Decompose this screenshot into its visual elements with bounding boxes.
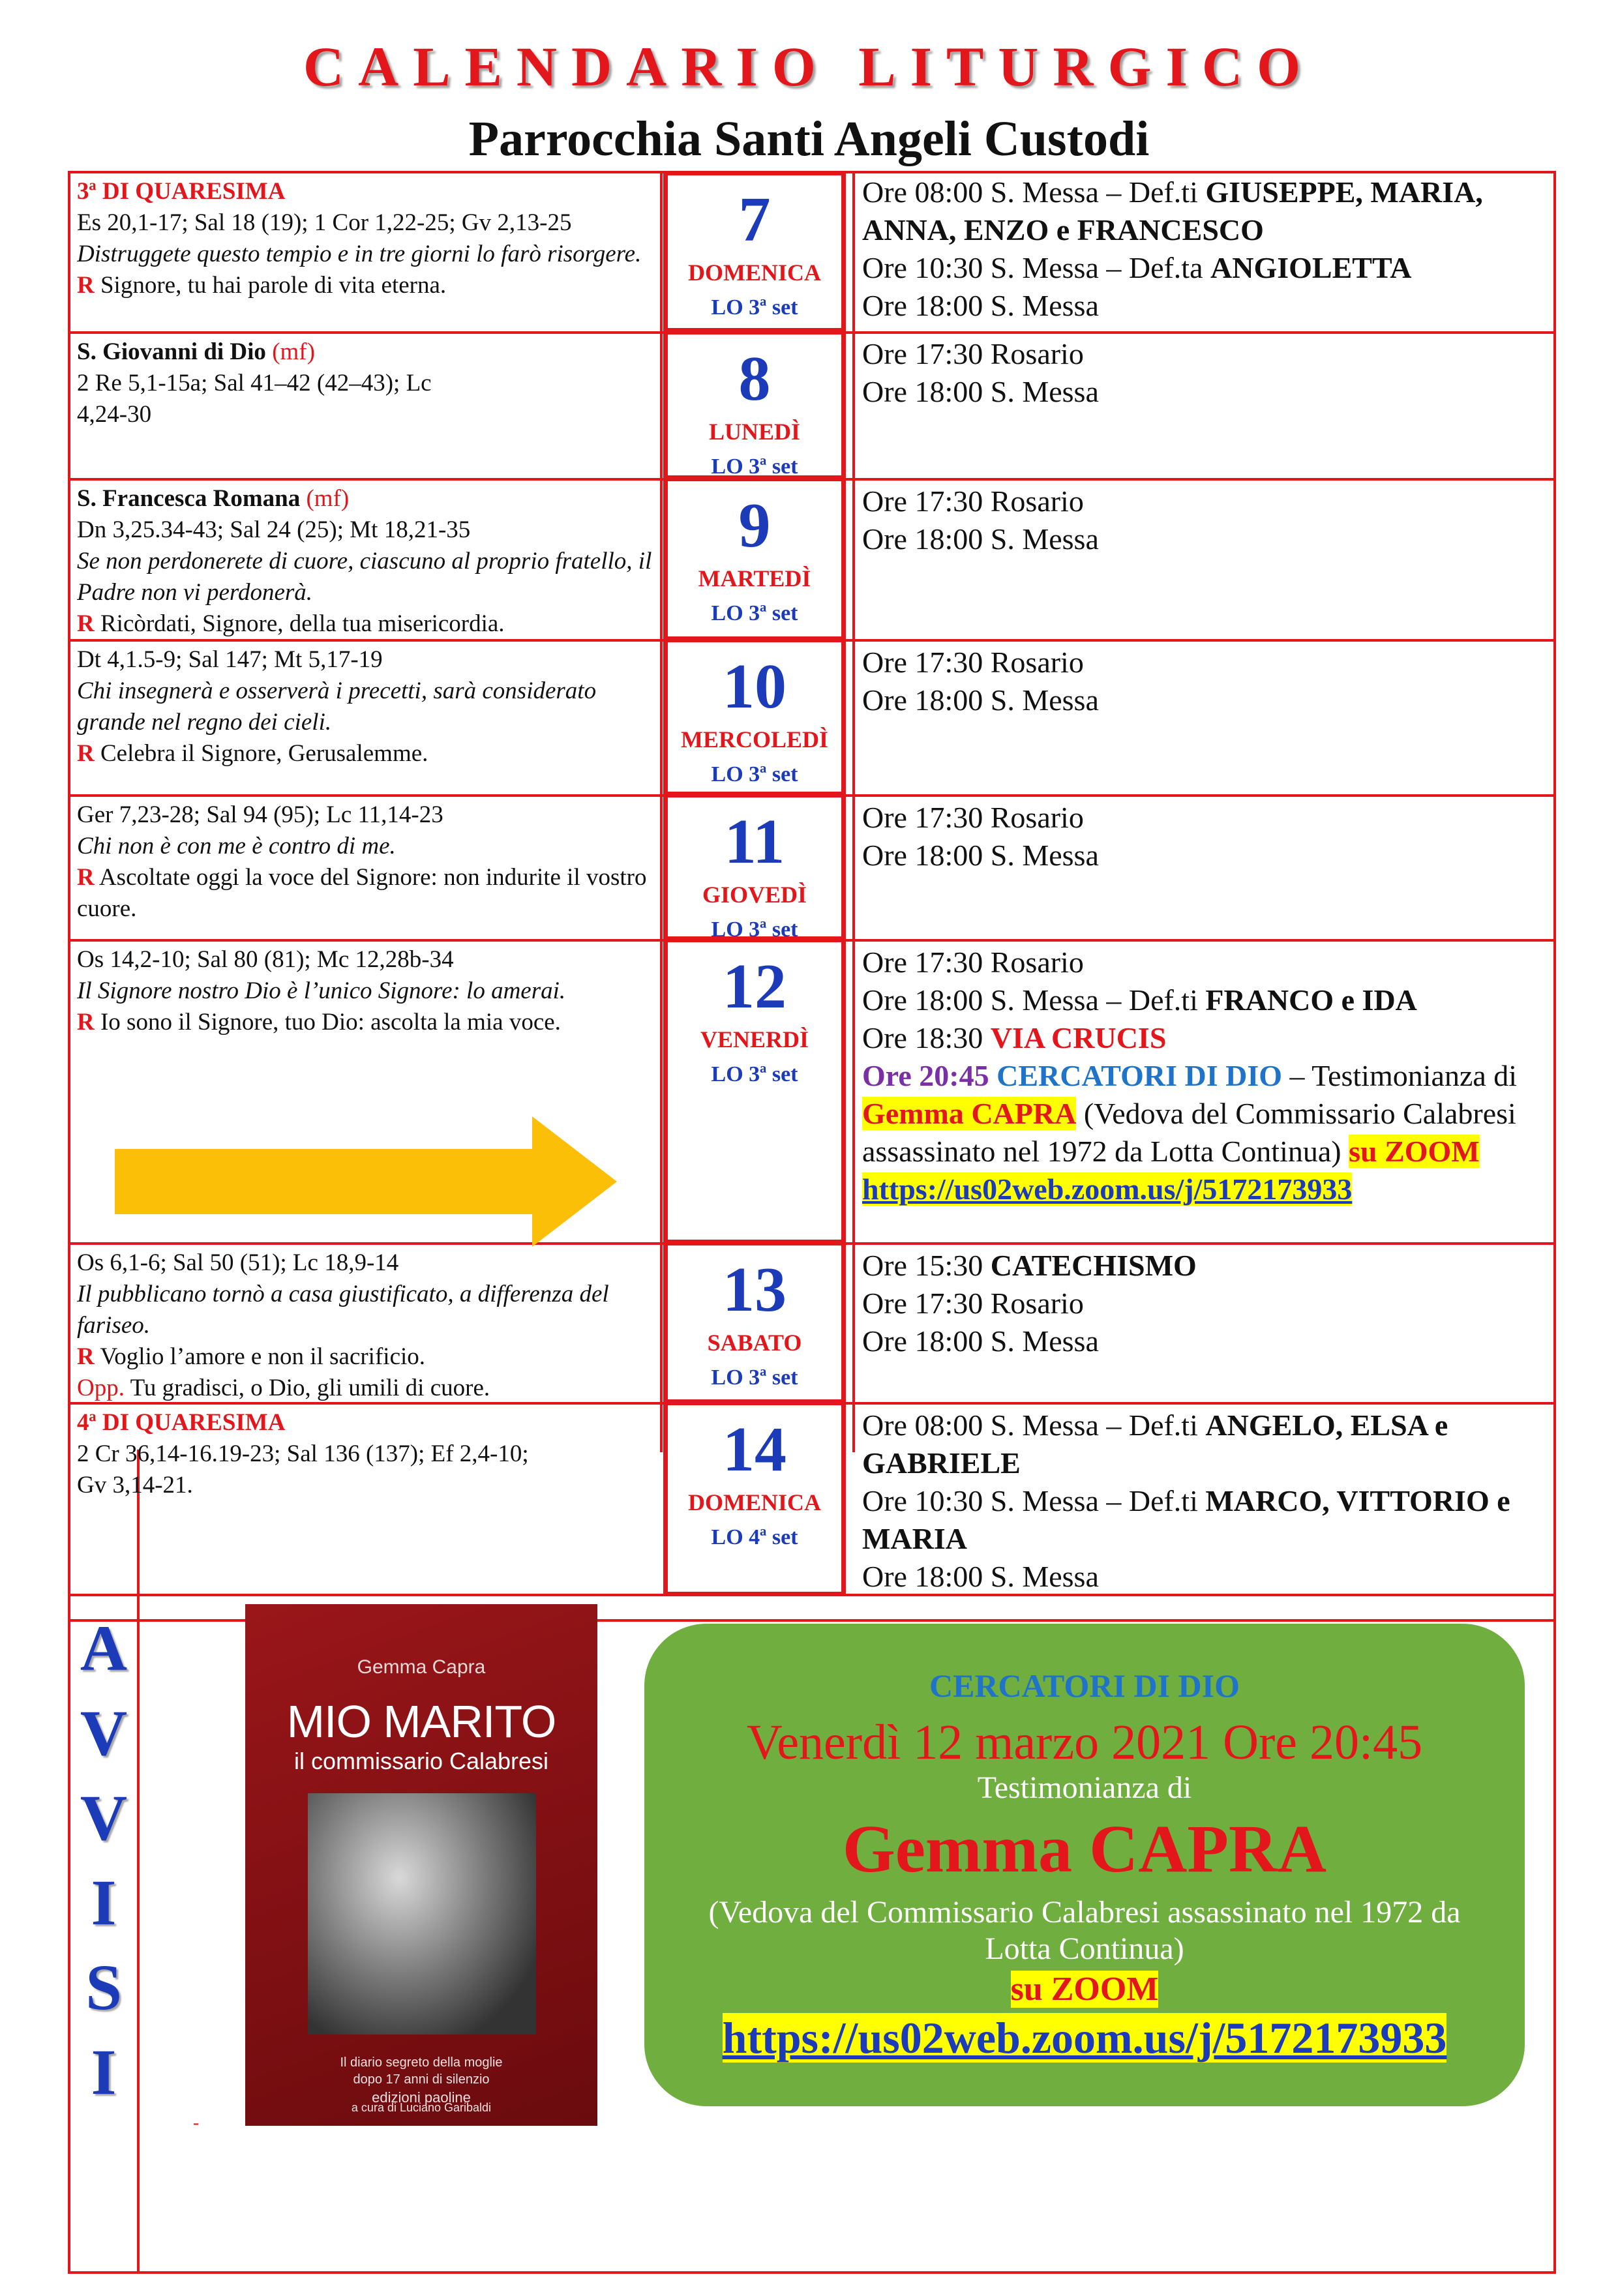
day-number: 14 xyxy=(723,1414,787,1485)
day-number: 13 xyxy=(723,1255,787,1325)
event-text: Ore 17:30 Rosario xyxy=(862,801,1084,834)
day-name: VENERDÌ xyxy=(700,1026,809,1052)
readings: 2 Re 5,1-15a; Sal 41–42 (42–43); Lc 4,24-30 xyxy=(77,370,432,428)
page-title: CALENDARIO LITURGICO xyxy=(303,35,1315,98)
event-text: Ore 10:30 S. Messa – Def.ti xyxy=(862,1484,1206,1517)
events-cell xyxy=(862,335,1547,411)
notice-zoom: su ZOOM xyxy=(1010,1971,1159,2008)
event-text: Ore 08:00 S. Messa – Def.ti xyxy=(862,1409,1206,1442)
events-cell xyxy=(862,799,1547,874)
liturgy-of-hours: LO 3ª set xyxy=(711,455,798,479)
liturgy-cell xyxy=(77,1407,657,1501)
avvisi-letter: V xyxy=(80,1697,128,1769)
antiphon: Distruggete questo tempio e in tre giorni lo farò risorgere. xyxy=(77,241,642,267)
liturgy-cell xyxy=(77,1247,657,1404)
psalm-response: Io sono il Signore, tuo Dio: ascolta la mia voce. xyxy=(100,1009,561,1036)
liturgy-of-hours: LO 3ª set xyxy=(711,917,798,942)
response-mark: R xyxy=(77,272,95,299)
book-subtitle: il commissario Calabresi xyxy=(293,1748,549,1774)
book-blurb-line: dopo 17 anni di silenzio xyxy=(353,2072,490,2087)
psalm-response: Celebra il Signore, Gerusalemme. xyxy=(100,740,428,767)
book-photo xyxy=(308,1793,536,2035)
event-text: (Vedova del Commissario Calabresi assassinato nel 1972 da Lotta Continua) xyxy=(862,1097,1516,1168)
day-name: DOMENICA xyxy=(688,260,821,286)
day-name: DOMENICA xyxy=(688,1489,821,1515)
notice-date: Venerdì 12 marzo 2021 Ore 20:45 xyxy=(746,1715,1423,1770)
readings: 2 Cr 36,14-16.19-23; Sal 136 (137); Ef 2,4-10; Gv 3,14-21. xyxy=(77,1440,529,1498)
event-text: Ore 17:30 Rosario xyxy=(862,1287,1084,1320)
event-text: Ore 18:00 S. Messa xyxy=(862,683,1099,717)
saint-name: S. Giovanni di Dio xyxy=(77,338,266,365)
event-names: MARCO, VITTORIO e MARIA xyxy=(862,1484,1510,1555)
readings: Dn 3,25.34-43; Sal 24 (25); Mt 18,21-35 xyxy=(77,516,471,543)
day-number: 12 xyxy=(723,951,787,1022)
event-text: Ore 18:00 S. Messa xyxy=(862,522,1099,556)
readings: Ger 7,23-28; Sal 94 (95); Lc 11,14-23 xyxy=(77,801,443,828)
avvisi-letter: A xyxy=(80,1612,128,1684)
event-text: Ore 10:30 S. Messa – Def.ta xyxy=(862,251,1211,284)
liturgy-of-hours: LO 4ª set xyxy=(711,1525,798,1549)
readings: Es 20,1-17; Sal 18 (19); 1 Cor 1,22-25; Gv 2,13-25 xyxy=(77,209,572,236)
zoom-link[interactable]: https://us02web.zoom.us/j/5172173933 xyxy=(862,1172,1353,1206)
event-text: Ore 17:30 Rosario xyxy=(862,485,1084,518)
book-editor: a cura di Luciano Garibaldi xyxy=(351,2101,492,2114)
day-name: MERCOLEDÌ xyxy=(680,726,829,753)
event-text: Ore 18:00 S. Messa xyxy=(862,839,1099,872)
liturgy-cell xyxy=(77,799,657,925)
arrow-right-icon xyxy=(115,1116,617,1247)
notice-description: (Vedova del Commissario Calabresi assassinato nel 1972 da Lotta Continua) xyxy=(708,1895,1461,1966)
response-mark: R xyxy=(77,1343,95,1370)
events-cell xyxy=(862,1407,1547,1596)
liturgy-of-hours: LO 3ª set xyxy=(711,295,798,320)
memorial-tag: (mf) xyxy=(306,485,350,512)
speaker-name: Gemma CAPRA xyxy=(862,1097,1077,1130)
zoom-label: su ZOOM xyxy=(1349,1135,1480,1168)
liturgy-cell xyxy=(77,176,657,301)
event-text: – Testimonianza di xyxy=(1282,1059,1518,1092)
notice-title: CERCATORI DI DIO xyxy=(929,1667,1240,1704)
event-text: Ore 08:00 S. Messa – Def.ti xyxy=(862,175,1206,209)
antiphon: Il pubblicano tornò a casa giustificato, a differenza del fariseo. xyxy=(77,1281,609,1339)
book-blurb xyxy=(245,2054,597,2088)
book-publisher: edizioni paoline xyxy=(372,2089,471,2106)
liturgy-cell xyxy=(77,483,657,640)
response-mark: R xyxy=(77,864,95,891)
event-notice-box xyxy=(644,1624,1525,2106)
events-cell xyxy=(862,1247,1547,1360)
liturgy-of-hours: LO 3ª set xyxy=(711,601,798,625)
event-text: Ore 18:00 S. Messa xyxy=(862,1560,1099,1593)
event-names: GIUSEPPE, MARIA, ANNA, ENZO e FRANCESCO xyxy=(862,175,1483,246)
notice-speaker: Gemma CAPRA xyxy=(842,1811,1327,1886)
response-mark: R xyxy=(77,1009,95,1036)
liturgical-season: 3ª DI QUARESIMA xyxy=(77,178,286,205)
antiphon: Il Signore nostro Dio è l’unico Signore: lo amerai. xyxy=(77,977,566,1004)
day-box xyxy=(663,477,846,641)
avvisi-letter: S xyxy=(85,1951,122,2023)
stray-mark: - xyxy=(193,2113,200,2133)
response-mark: R xyxy=(77,610,95,637)
event-names: CATECHISMO xyxy=(990,1249,1197,1282)
notice-zoom-link[interactable]: https://us02web.zoom.us/j/5172173933 xyxy=(722,2013,1447,2063)
events-cell xyxy=(862,483,1547,558)
day-box xyxy=(663,171,846,333)
event-text: Ore 18:00 S. Messa xyxy=(862,375,1099,408)
events-cell xyxy=(862,944,1547,1208)
liturgy-of-hours: LO 3ª set xyxy=(711,762,798,786)
readings: Dt 4,1.5-9; Sal 147; Mt 5,17-19 xyxy=(77,646,383,673)
event-text: Ore 18:30 xyxy=(862,1021,991,1054)
liturgy-cell xyxy=(77,944,657,1038)
day-number: 11 xyxy=(724,807,785,877)
avvisi-letter: V xyxy=(80,1782,128,1854)
book-blurb-line: Il diario segreto della moglie xyxy=(340,2055,503,2070)
event-text: Ore 17:30 Rosario xyxy=(862,337,1084,370)
day-box xyxy=(663,638,846,796)
event-text: Ore 18:00 S. Messa – Def.ti xyxy=(862,983,1206,1017)
column-divider xyxy=(852,171,855,1452)
psalm-response: Ricòrdati, Signore, della tua misericordia. xyxy=(100,610,505,637)
psalm-response: Voglio l’amore e non il sacrificio. xyxy=(100,1343,426,1370)
day-name: MARTEDÌ xyxy=(698,565,811,591)
day-number: 10 xyxy=(723,651,787,722)
liturgy-of-hours: LO 3ª set xyxy=(711,1365,798,1390)
events-cell xyxy=(862,644,1547,719)
book-title: MIO MARITO xyxy=(286,1696,556,1747)
event-text: Ore 18:00 S. Messa xyxy=(862,289,1099,322)
liturgy-cell xyxy=(77,644,657,769)
day-name: GIOVEDÌ xyxy=(702,882,807,908)
day-box xyxy=(663,1241,846,1404)
day-box xyxy=(663,938,846,1244)
day-name: SABATO xyxy=(707,1330,802,1356)
book-author: Gemma Capra xyxy=(357,1656,486,1678)
day-name: LUNEDÌ xyxy=(708,419,801,445)
event-text: Ore 17:30 Rosario xyxy=(862,946,1084,979)
liturgical-season: 4ª DI QUARESIMA xyxy=(77,1409,286,1436)
event-names: ANGIOLETTA xyxy=(1210,251,1412,284)
memorial-tag: (mf) xyxy=(272,338,315,365)
day-box xyxy=(663,793,846,941)
notice-intro: Testimonianza di xyxy=(977,1770,1192,1805)
psalm-response: Signore, tu hai parole di vita eterna. xyxy=(100,272,447,299)
events-cell xyxy=(862,173,1547,325)
antiphon: Chi non è con me è contro di me. xyxy=(77,833,396,859)
event-text: Ore 18:00 S. Messa xyxy=(862,1324,1099,1358)
saint-name: S. Francesca Romana xyxy=(77,485,301,512)
day-box xyxy=(663,1401,846,1596)
avvisi-letter: I xyxy=(91,2036,117,2108)
event-text: Ore 17:30 Rosario xyxy=(862,646,1084,679)
day-number: 9 xyxy=(738,490,771,561)
via-crucis-label: VIA CRUCIS xyxy=(990,1021,1167,1054)
liturgy-cell xyxy=(77,336,657,430)
parish-name: Parrocchia Santi Angeli Custodi xyxy=(468,112,1150,166)
column-divider xyxy=(660,171,663,1452)
event-text: Ore 15:30 xyxy=(862,1249,991,1282)
event-time: Ore 20:45 xyxy=(862,1059,989,1092)
day-box xyxy=(663,330,846,480)
event-names: FRANCO e IDA xyxy=(1205,983,1417,1017)
alternate-response: Tu gradisci, o Dio, gli umili di cuore. xyxy=(130,1375,490,1401)
antiphon: Se non perdonerete di cuore, ciascuno al proprio fratello, il Padre non vi perdonerà. xyxy=(77,548,652,606)
response-mark: R xyxy=(77,740,95,767)
avvisi-letter: I xyxy=(91,1866,117,1939)
day-number: 8 xyxy=(738,344,771,414)
day-number: 7 xyxy=(738,185,771,255)
psalm-response: Ascoltate oggi la voce del Signore: non indurite il vostro cuore. xyxy=(77,864,647,922)
event-title: CERCATORI DI DIO xyxy=(996,1059,1283,1092)
readings: Os 6,1-6; Sal 50 (51); Lc 18,9-14 xyxy=(77,1249,399,1276)
book-cover-image xyxy=(245,1604,597,2126)
antiphon: Chi insegnerà e osserverà i precetti, sarà considerato grande nel regno dei cieli. xyxy=(77,678,597,736)
alternate-mark: Opp. xyxy=(77,1375,125,1401)
liturgy-of-hours: LO 3ª set xyxy=(711,1062,798,1086)
event-names: ANGELO, ELSA e GABRIELE xyxy=(862,1409,1448,1480)
readings: Os 14,2-10; Sal 80 (81); Mc 12,28b-34 xyxy=(77,946,454,973)
